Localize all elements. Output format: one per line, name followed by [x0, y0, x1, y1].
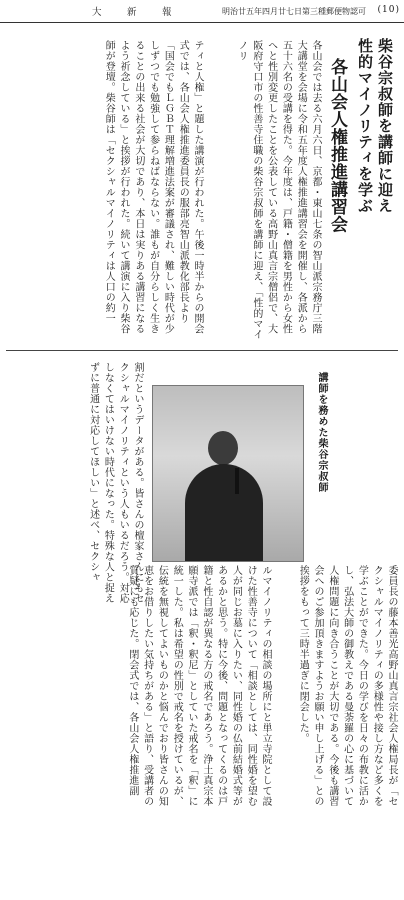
- headline-sub: 各山会人権推進講習会: [327, 58, 347, 233]
- article-column-3: 割だというデータがある。皆さんの檀家さんにもセクシャルマイノリティという人もいるだろう。対応しなくてはいけない時代になった。特殊な人と捉えずに普通に対応してほしい」と述べ、セクシャ: [87, 362, 143, 604]
- page-header: [0, 0, 404, 23]
- page-number: (10): [377, 5, 400, 15]
- speaker-body: [185, 464, 263, 562]
- microphone-icon: [235, 468, 239, 494]
- speaker-photo: [152, 385, 304, 562]
- article-column-4: ルマイノリティの相談の場所にと単立寺院として設けた性善寺について「相談としては、同性婚を望む人が同じお墓に入りたい、同性婚の仏前結婚式等があるかと思う。特に今後、問題となってくるのは戸籍と性自認が異なる方の戒名であろう。浄土真宗本願寺派では「釈・釈尼」としていた戒名を「釈」に統一した。私は希望の性別で戒名を授けているが、伝統を無視してよいものかと悩んでおり皆さんの知恵をお借りしたい気持ちがある」と語り、受講者の質疑にも応じた。閉会式では、各山会人権推進副: [126, 565, 271, 807]
- article-column-5: 委員長の藤本善光高野山真言宗社会人権局長が「セクシャルマイノリティの多様性や接し方など多くを学ぶことができた。今日の学びを日々の布教に活かし、弘法大師の御教えである曼荼羅の心に基づいて人権問題に向き合うことが大切である。今後も講習会へのご参加頂きますようお願い申し上げる」との挨拶をもって三時半過ぎに閉会した。: [297, 565, 397, 807]
- masthead: 大 新 報: [92, 7, 180, 18]
- article-column-2: ティと人権」と題した講演が行われた。午後一時半からの開会式では、各山会人権推進委員長の服部亮智山派教化部長より「国会でもＬＧＢＴ理解増進法案が審議され、難しい時代が少しずつでも勉強して参らねばならない。誰もが自分らしく生きることの出来る社会が大切であり、本日は実りある講習になるよう祈念している」と挨拶が行われた。続いて講演に入り柴谷師が登壇。柴谷師は「セクシャルマイノリティは人口の約一: [103, 40, 203, 334]
- headline-main: 性的マイノリティを学ぶ: [356, 38, 374, 214]
- article-column-1: 各山会では去る六月六日、京都・東山七条の智山派宗務庁三階大講堂を会場に令和五年度人権推進講習会を開催し、各派から五十六名の受講を得た。今年度は、戸籍・僧籍を男性から女性へと性別変更したことを公表している高野山真言宗僧侶で、大阪府守口市の性善寺住職の柴谷宗叔師を講師に迎え、「性的マイノリ: [236, 40, 321, 340]
- headline-top: 柴谷宗叔師を講師に迎え: [376, 38, 394, 214]
- postal-notice: 明治廿五年四月廿七日第三種郵便物認可: [222, 6, 366, 16]
- photo-caption: 講師を務めた柴谷宗叔師: [316, 372, 327, 493]
- speaker-head: [208, 431, 238, 465]
- section-divider: [6, 350, 398, 351]
